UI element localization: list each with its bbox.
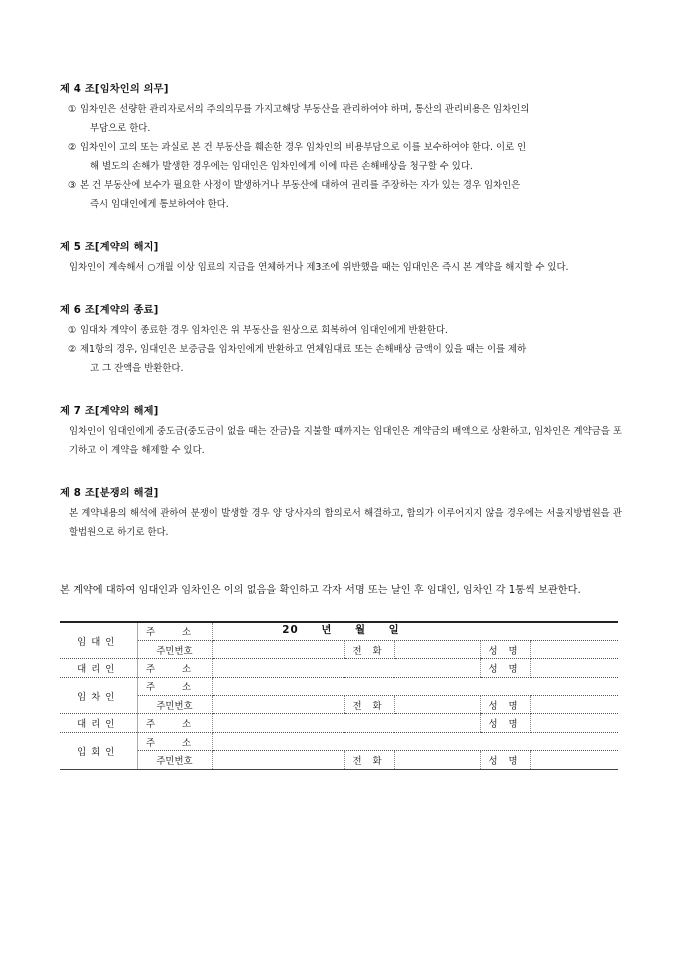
clause-item: [60, 321, 622, 340]
id-number-label: 주민번호: [137, 751, 212, 769]
phone-label: 전 화: [344, 640, 394, 658]
phone-label: 전 화: [344, 751, 394, 769]
clause-item: [60, 340, 622, 378]
witness-address-field[interactable]: [212, 732, 618, 750]
lessor-address-field[interactable]: [212, 622, 618, 640]
clause-number: ②: [68, 344, 77, 355]
article-7: [60, 402, 622, 460]
lessor-name-field[interactable]: [530, 640, 618, 658]
lessee-agent-address-field[interactable]: [212, 714, 480, 732]
lessee-phone-field[interactable]: [394, 696, 480, 714]
name-label: 성 명: [480, 751, 530, 769]
clause-item: [60, 100, 622, 138]
lessor-id-field[interactable]: [212, 640, 344, 658]
role-lessor: 임대인: [60, 622, 137, 659]
witness-phone-field[interactable]: [394, 751, 480, 769]
name-label: 성 명: [480, 659, 530, 677]
article-title: 제 6 조[계약의 종료]: [60, 305, 159, 316]
clause-item: [60, 176, 622, 214]
clause-text-cont: 즉시 임대인에게 통보하여야 한다.: [90, 199, 229, 210]
article-5: [60, 238, 622, 277]
lessee-name-field[interactable]: [530, 696, 618, 714]
article-paragraph: 임차인이 임대인에게 중도금(중도금이 없을 때는 잔금)을 지불할 때까지는 임대인은 계약금의 배액으로 상환하고, 임차인은 계약금을 포기하고 이 계약을 해제할 수 있다.: [69, 426, 622, 456]
clause-text: 임차인은 선량한 관리자로서의 주의의무를 가지고해당 부동산을 관리하여야 하며, 통산의 관리비용은 임차인의: [80, 104, 530, 115]
clause-number: ③: [68, 180, 77, 191]
witness-name-field[interactable]: [530, 751, 618, 769]
address-label: 주 소: [137, 732, 212, 750]
clause-item: [60, 138, 622, 176]
role-witness: 입회인: [60, 732, 137, 769]
lessee-id-field[interactable]: [212, 696, 344, 714]
name-label: 성 명: [480, 696, 530, 714]
lessor-agent-address-field[interactable]: [212, 659, 480, 677]
article-paragraph: 본 계약내용의 해석에 관하여 분쟁이 발생할 경우 양 당사자의 합의로서 해결하고, 합의가 이루어지지 않을 경우에는 서울지방법원을 관할법원으로 하기로 한다.: [69, 508, 622, 538]
clause-text-cont: 해 별도의 손해가 발생한 경우에는 임대인은 임차인에게 이에 따른 손해배상을 청구할 수 있다.: [90, 161, 473, 172]
role-lessee-agent: 대리인: [60, 714, 137, 732]
clause-number: ①: [68, 325, 77, 336]
article-title: 제 5 조[계약의 해지]: [60, 242, 159, 253]
article-title: 제 4 조[임차인의 의무]: [60, 84, 169, 95]
signature-table: [60, 621, 618, 770]
address-label: 주 소: [137, 659, 212, 677]
phone-label: 전 화: [344, 696, 394, 714]
clause-text: 임대차 계약이 종료한 경우 임차인은 위 부동산을 원상으로 회복하여 임대인에게 반환한다.: [80, 325, 448, 336]
clause-text: 본 건 부동산에 보수가 필요한 사정이 발생하거나 부동산에 대하여 권리를 주장하는 자가 있는 경우 임차인은: [80, 180, 521, 191]
role-lessor-agent: 대리인: [60, 659, 137, 677]
closing-statement: 본 계약에 대하여 임대인과 임차인은 이의 없음을 확인하고 각자 서명 또는 날인 후 임대인, 임차인 각 1통씩 보관한다.: [60, 585, 581, 596]
id-number-label: 주민번호: [137, 696, 212, 714]
contract-date: 20 년 월 일: [282, 624, 400, 636]
clause-text: 임차인이 고의 또는 과실로 본 건 부동산을 훼손한 경우 임차인의 비용부담으로 이를 보수하여야 한다. 이로 인: [80, 142, 527, 153]
clause-text-cont: 부담으로 한다.: [90, 123, 151, 134]
lessor-agent-name-field[interactable]: [530, 659, 618, 677]
article-8: [60, 484, 622, 542]
article-title: 제 8 조[분쟁의 해결]: [60, 488, 159, 499]
lessee-agent-name-field[interactable]: [530, 714, 618, 732]
address-label: 주 소: [137, 677, 212, 695]
article-4: [60, 80, 622, 214]
id-number-label: 주민번호: [137, 640, 212, 658]
lessee-address-field[interactable]: [212, 677, 618, 695]
clause-number: ②: [68, 142, 77, 153]
clause-text-cont: 고 그 잔액을 반환한다.: [90, 363, 184, 374]
witness-id-field[interactable]: [212, 751, 344, 769]
address-label: 주 소: [137, 622, 212, 640]
name-label: 성 명: [480, 714, 530, 732]
name-label: 성 명: [480, 640, 530, 658]
clause-number: ①: [68, 104, 77, 115]
role-lessee: 임차인: [60, 677, 137, 714]
article-title: 제 7 조[계약의 해제]: [60, 406, 159, 417]
clause-text: 제1항의 경우, 임대인은 보증금을 임차인에게 반환하고 연체임대료 또는 손해배상 금액이 있을 때는 이를 제하: [80, 344, 527, 355]
address-label: 주 소: [137, 714, 212, 732]
article-paragraph: 임차인이 계속해서 ○개월 이상 임료의 지급을 연체하거나 제3조에 위반했을 때는 임대인은 즉시 본 계약을 해지할 수 있다.: [69, 262, 569, 273]
article-6: [60, 301, 622, 378]
lessor-phone-field[interactable]: [394, 640, 480, 658]
